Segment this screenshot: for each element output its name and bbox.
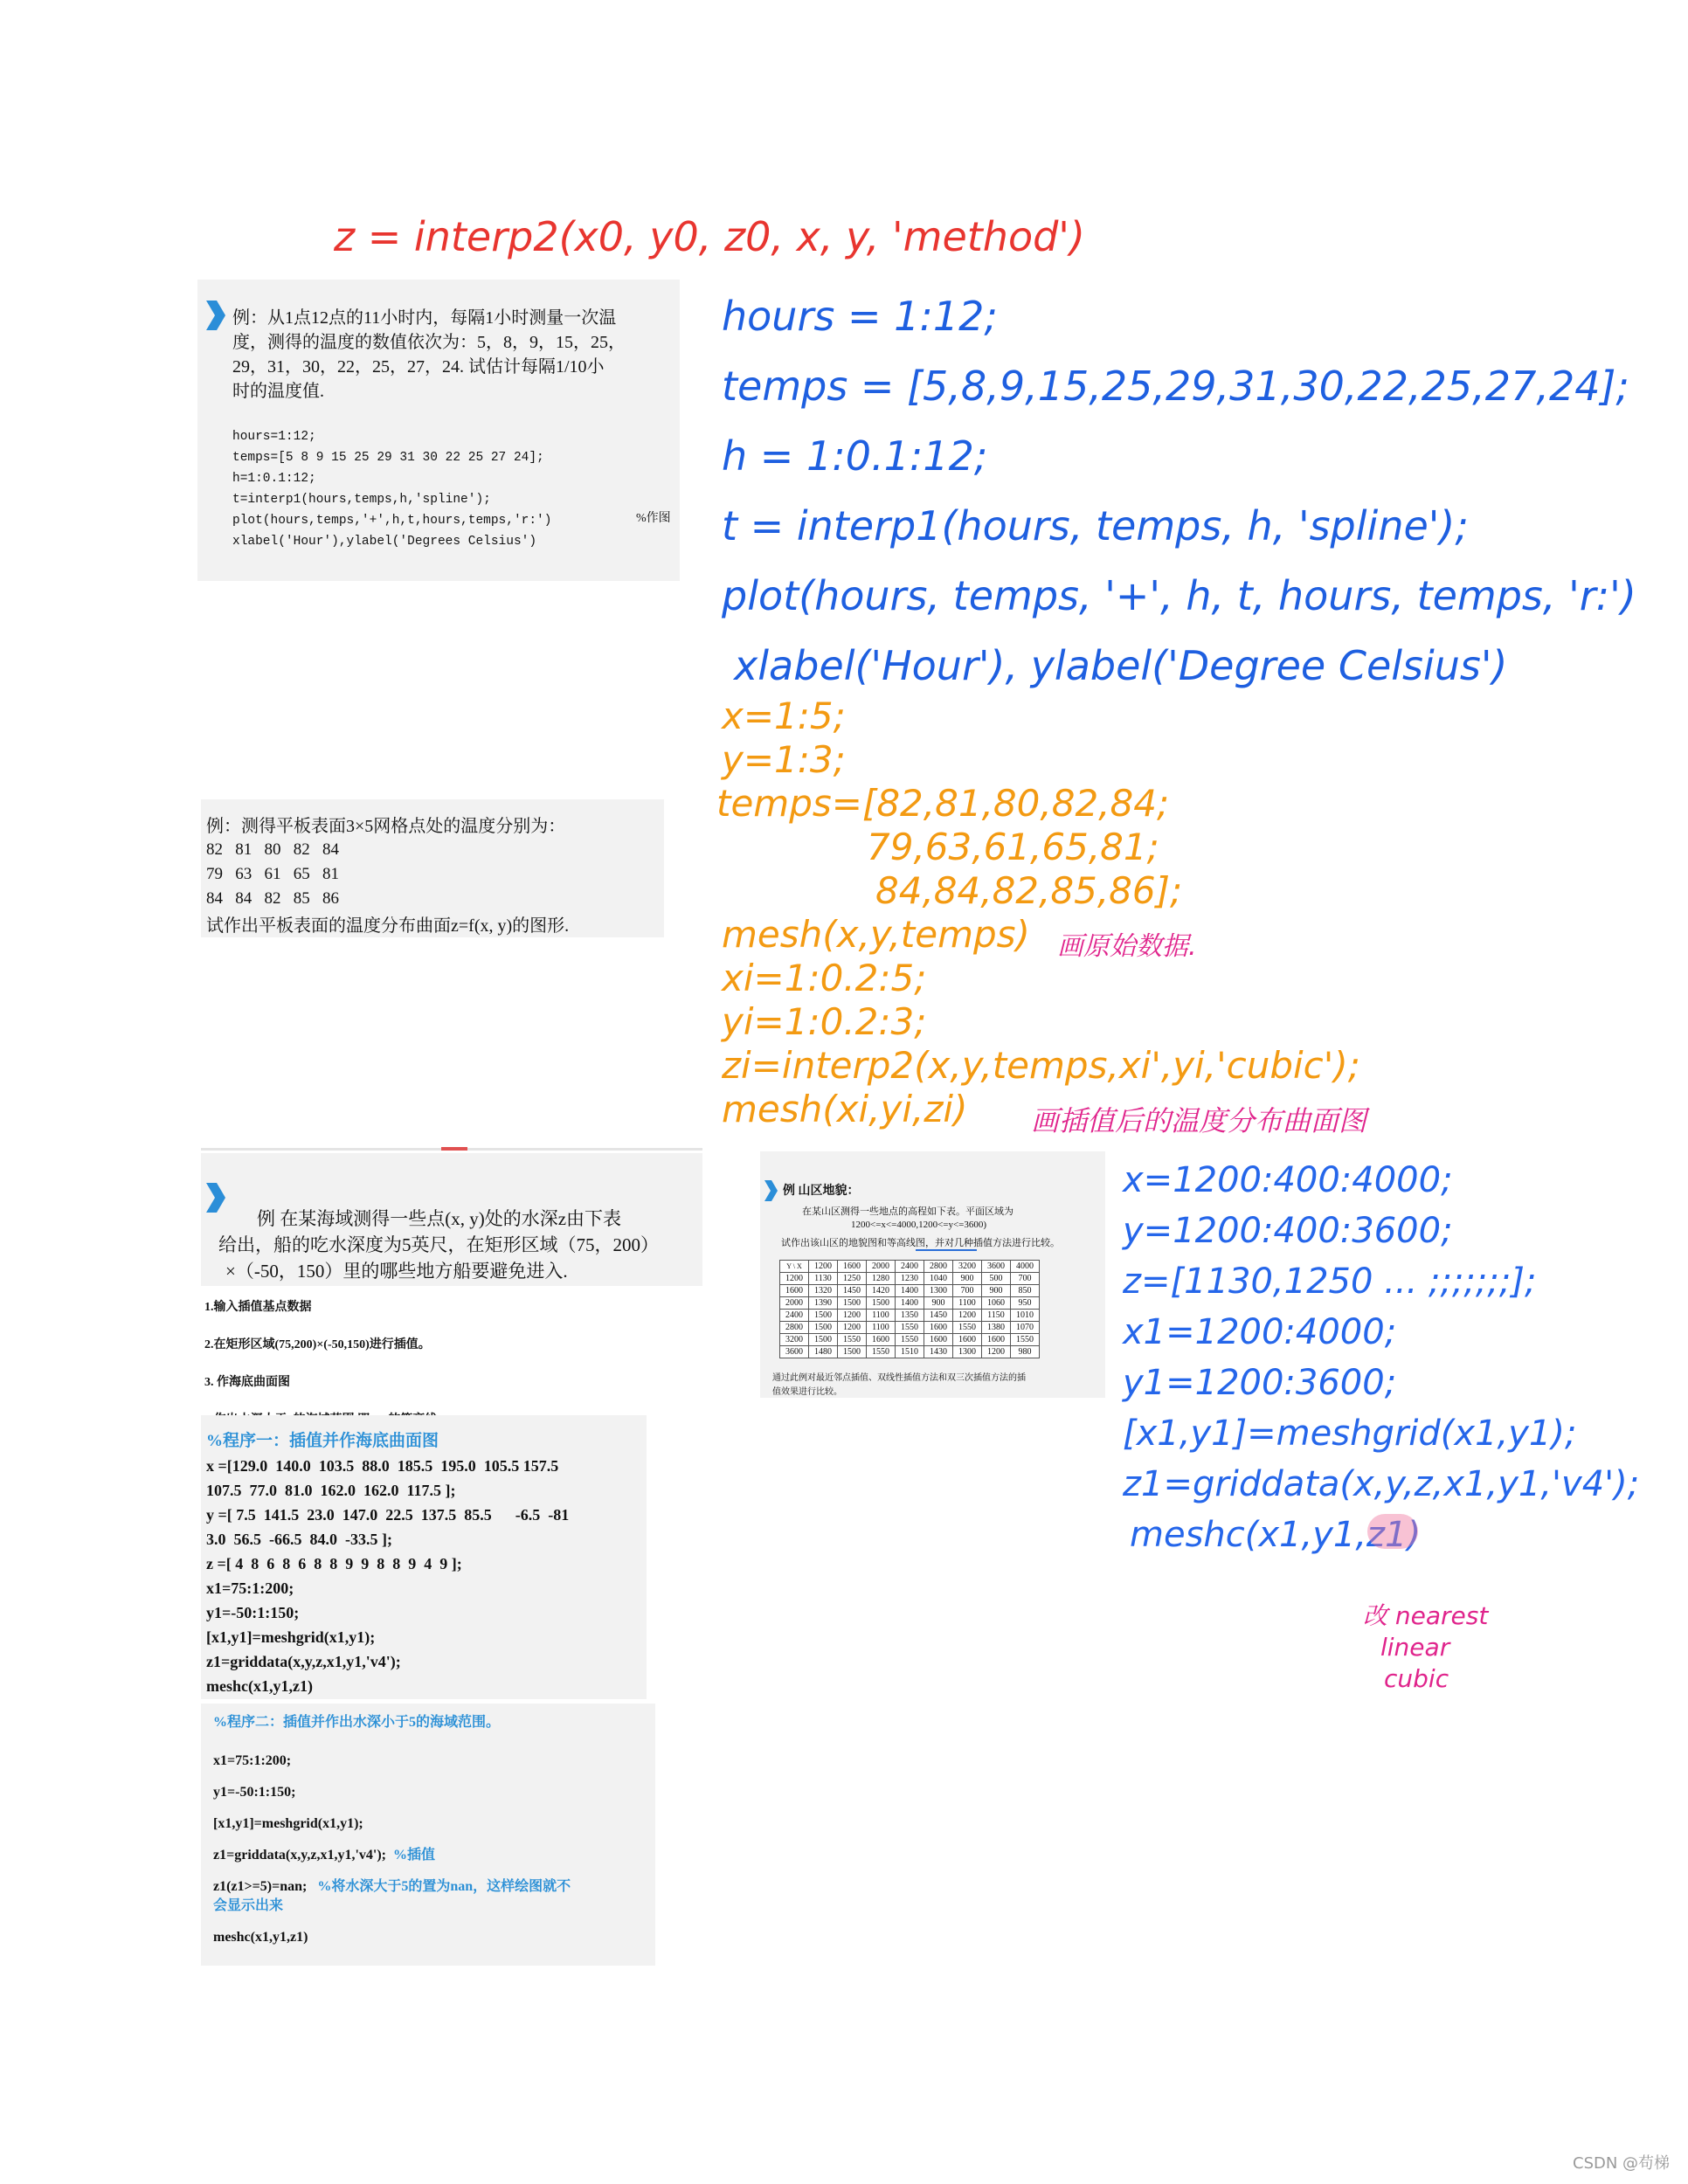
table-row [780, 1322, 1040, 1334]
table-cell: 1480 [809, 1346, 838, 1358]
table-cell: 1100 [867, 1310, 896, 1322]
table-cell: 1600 [953, 1334, 982, 1346]
table-cell: 1100 [867, 1322, 896, 1334]
example4-desc2: 1200<=x<=4000,1200<=y<=3600) [851, 1220, 987, 1230]
table-cell: 1280 [867, 1273, 896, 1285]
table-cell: 1040 [924, 1273, 953, 1285]
example4-desc1: 在某山区测得一些地点的高程如下表。平面区域为 [802, 1206, 1013, 1217]
hw-blue-block2: x=1200:400:4000; y=1200:400:3600; z=[1130,1250 ... ;;;;;;;]; x1=1200:4000; y1=1200:3600; [x1,y1]=meshgrid(x1,y1); z1=griddata(x,y,z,x1,y1,'v4'); meshc(x1,y1,z1) [1123, 1160, 1640, 1555]
table-cell: 1200 [838, 1322, 867, 1334]
table-cell: 1500 [809, 1310, 838, 1322]
example1-code: hours=1:12; temps=[5 8 9 15 25 29 31 30 22 25 27 24]; h=1:0.1:12; t=interp1(hours,temps,h,'spline'); plot(hours,temps,'+',h,t,hours,temps,'r:') xlabel('Hour'),ylabel('Degrees Celsius') [232, 430, 552, 549]
example2-data: 82 81 80 82 84 79 63 61 65 81 84 84 82 85 86 [206, 840, 339, 908]
table-cell: 1200 [838, 1310, 867, 1322]
example4-desc3: 试作出该山区的地貌图和等高线图，并对几种插值方法进行比较。 [781, 1238, 1060, 1248]
table-cell: 1600 [982, 1334, 1011, 1346]
hw-blue-block1: hours = 1:12; temps = [5,8,9,15,25,29,31,30,22,25,27,24]; h = 1:0.1:12; t = interp1(hours, temps, h, 'spline'); plot(hours, temps, '+', h, t, hours, temps, 'r:') xlabel('Hour'), ylabel('Degree Celsius') [722, 293, 1636, 689]
table-row [780, 1285, 1040, 1297]
table-cell: 1600 [924, 1334, 953, 1346]
table-cell: 1450 [838, 1285, 867, 1297]
program1-panel [201, 1415, 647, 1699]
table-cell: 2800 [780, 1322, 809, 1334]
table-cell: 1380 [982, 1322, 1011, 1334]
watermark: CSDN @苟梯 [1573, 2154, 1671, 2173]
table-row [780, 1346, 1040, 1358]
table-cell: 2400 [780, 1310, 809, 1322]
table-cell: 500 [982, 1273, 1011, 1285]
table-cell: 1600 [780, 1285, 809, 1297]
table-cell: 900 [924, 1297, 953, 1310]
table-cell: 980 [1011, 1346, 1040, 1358]
table-cell: 1600 [924, 1322, 953, 1334]
table-cell: 1550 [953, 1322, 982, 1334]
table-cell: 1500 [838, 1297, 867, 1310]
example1-title: 例：从1点12点的11小时内，每隔1小时测量一次温 度，测得的温度的数值依次为：5，8，9，15，25， 29，31，30，22，25，27，24. 试估计每隔1/10小 时的温度值. [232, 308, 626, 401]
table-cell: 1500 [838, 1346, 867, 1358]
table-cell: 1510 [896, 1346, 924, 1358]
table-cell: 1550 [896, 1322, 924, 1334]
table-cell: 850 [1011, 1285, 1040, 1297]
table-cell: 1150 [982, 1310, 1011, 1322]
hw-interp2-syntax: z = interp2(x0, y0, z0, x, y, 'method') [334, 213, 1085, 260]
example4-footer2: 值效果进行比较。 [772, 1387, 842, 1397]
table-cell: 2000 [780, 1297, 809, 1310]
table-cell: 1390 [809, 1297, 838, 1310]
table-cell: 1420 [867, 1285, 896, 1297]
table-cell: 1300 [953, 1346, 982, 1358]
example4-panel [760, 1151, 1105, 1398]
table-cell: 3600 [780, 1346, 809, 1358]
table-row [780, 1297, 1040, 1310]
table-cell: 1430 [924, 1346, 953, 1358]
program1-code: x =[129.0 140.0 103.5 88.0 185.5 195.0 105.5 157.5 107.5 77.0 81.0 162.0 162.0 117.5 ]; y =[ 7.5 141.5 23.0 147.0 22.5 137.5 85.5 -6.5 -81 3.0 56.5 -66.5 84.0 -33.5 ]; z =[ 4 8 6 8 6 8 8 9 9 8 8 9 4 9 ]; x1=75:1:200; y1=-50:1:150; [x1,y1]=meshgrid(x1,y1); z1=griddata(x,y,z,x1,y1,'v4'); meshc(x1,y1,z1) [206, 1457, 570, 1695]
example3-divider-mark [441, 1147, 467, 1151]
table-cell: 1100 [953, 1297, 982, 1310]
program1-title: %程序一：插值并作海底曲面图 [206, 1432, 439, 1450]
table-cell: 1060 [982, 1297, 1011, 1310]
table-cell: 1600 [867, 1334, 896, 1346]
table-cell: 1500 [809, 1334, 838, 1346]
table-cell: 1500 [867, 1297, 896, 1310]
table-cell: 1300 [924, 1285, 953, 1297]
table-cell: 1550 [896, 1334, 924, 1346]
v4-highlight [1367, 1514, 1418, 1549]
table-cell: 1400 [896, 1285, 924, 1297]
table-header-row: Y \ X 1200 1600 2000 2400 2800 3200 3600 4000 [780, 1261, 1040, 1273]
table-row [780, 1310, 1040, 1322]
table-cell: 950 [1011, 1297, 1040, 1310]
table-cell: 1200 [953, 1310, 982, 1322]
table-cell: 1550 [1011, 1334, 1040, 1346]
elevation-table [779, 1260, 1040, 1358]
table-cell: 1200 [982, 1346, 1011, 1358]
example1-panel [197, 280, 680, 581]
table-cell: 1450 [924, 1310, 953, 1322]
chevron-icon [204, 299, 227, 332]
table-cell: 1400 [896, 1297, 924, 1310]
hw-pink-note3: 改 nearest linear cubic [1363, 1601, 1489, 1693]
table-row [780, 1334, 1040, 1346]
example4-footer1: 通过此例对最近邻点插值、双线性插值方法和双三次插值方法的插 [772, 1373, 1026, 1383]
table-cell: 1010 [1011, 1310, 1040, 1322]
example2-panel [201, 799, 664, 937]
table-cell: 1070 [1011, 1322, 1040, 1334]
table-cell: 1550 [867, 1346, 896, 1358]
table-cell: 700 [1011, 1273, 1040, 1285]
table-cell: 1550 [838, 1334, 867, 1346]
table-cell: 700 [953, 1285, 982, 1297]
hw-pink-note1: 画原始数据. [1057, 931, 1197, 962]
hw-orange-block: x=1:5; y=1:3; temps=[82,81,80,82,84; 79,63,61,65,81; 84,84,82,85,86]; mesh(x,y,temps) xi=1:0.2:5; yi=1:0.2:3; zi=interp2(x,y,temps,xi',yi,'cubic'); mesh(xi,yi,zi) [716, 695, 1360, 1130]
underline-mark [916, 1249, 977, 1251]
program2-code: x1=75:1:200; y1=-50:1:150; [x1,y1]=meshgrid(x1,y1); z1=griddata(x,y,z,x1,y1,'v4'); %插值 z1(z1>=5)=nan; %将水深大于5的置为nan，这样绘图就不 会显示出来 meshc(x1,y1,z1) [213, 1753, 571, 1945]
table-cell: 1200 [780, 1273, 809, 1285]
table-cell: 900 [953, 1273, 982, 1285]
program2-title: %程序二：插值并作出水深小于5的海域范围。 [213, 1715, 501, 1730]
table-cell: 1230 [896, 1273, 924, 1285]
chevron-icon [764, 1179, 779, 1202]
table-cell: 1130 [809, 1273, 838, 1285]
example3-steps: 1.输入插值基点数据 2.在矩形区域(75,200)×(-50,150)进行插值。 3. 作海底曲面图 [204, 1301, 431, 1389]
example2-footer: 试作出平板表面的温度分布曲面z=f(x, y)的图形. [206, 916, 570, 936]
table-cell: 900 [982, 1285, 1011, 1297]
table-cell: 1350 [896, 1310, 924, 1322]
hw-pink-note2: 画插值后的温度分布曲面图 [1031, 1104, 1367, 1137]
example1-comment: %作图 [636, 512, 671, 525]
program2-panel [201, 1704, 655, 1966]
table-cell: 1250 [838, 1273, 867, 1285]
table-cell: 1500 [809, 1322, 838, 1334]
example3-panel [201, 1153, 702, 1286]
table-cell: 1320 [809, 1285, 838, 1297]
example4-title: 例 山区地貌： [783, 1185, 860, 1198]
example2-title: 例：测得平板表面3×5网格点处的温度分别为： [206, 817, 566, 836]
table-cell: 3200 [780, 1334, 809, 1346]
example3-title: 例 在某海域测得一些点(x, y)处的水深z由下表 给出，船的吃水深度为5英尺，在矩形区域（75，200） ×（-50，150）里的哪些地方船要避免进入. [218, 1208, 659, 1282]
table-row [780, 1273, 1040, 1285]
